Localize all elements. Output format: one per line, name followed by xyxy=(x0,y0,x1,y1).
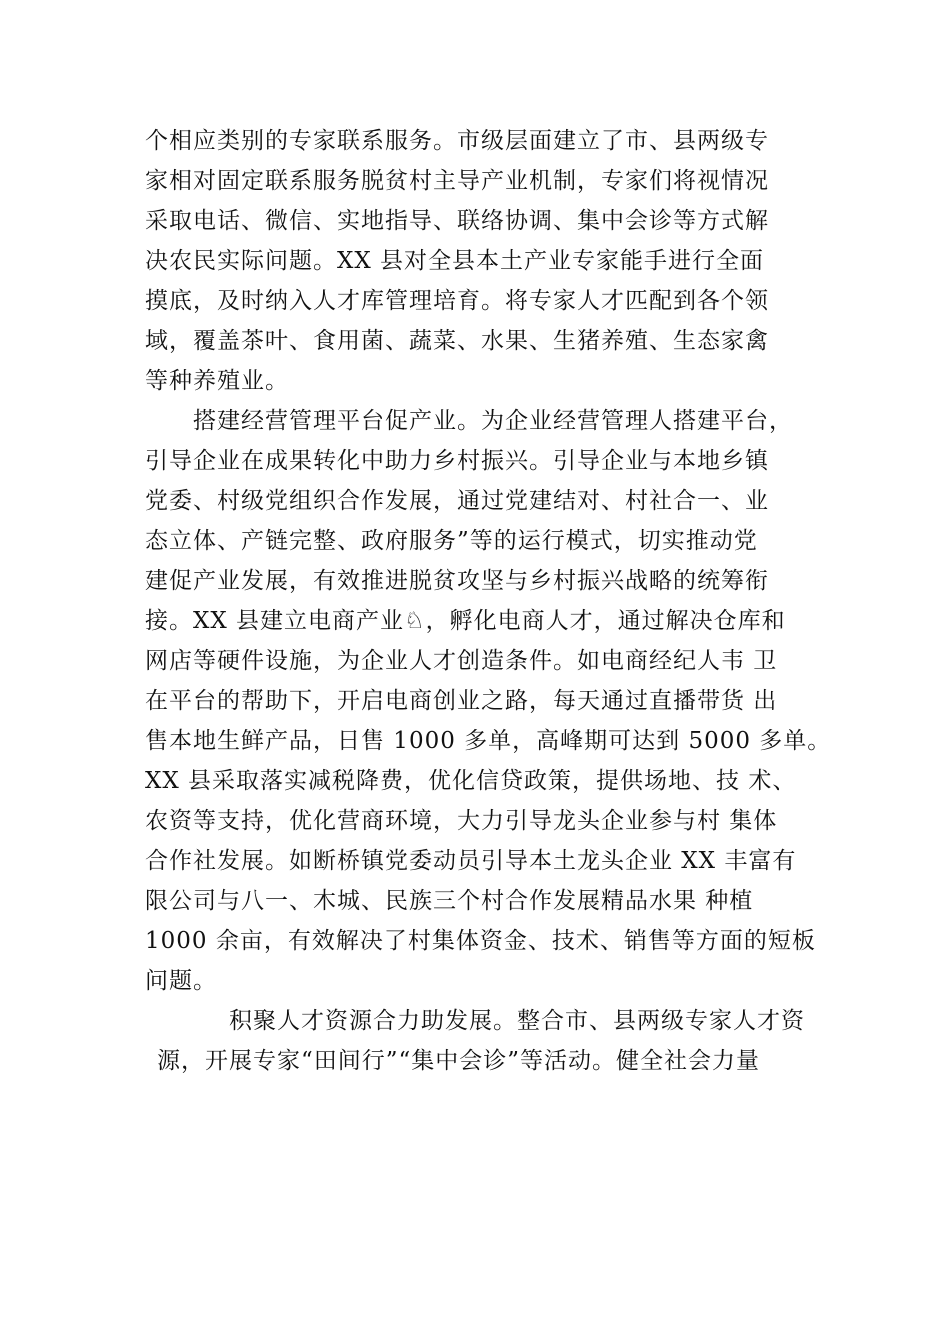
text-line: 等种养殖业。 xyxy=(145,368,289,394)
paragraph-heading-line: 积聚人才资源合力助发展。整合市、县两级专家人才资 xyxy=(229,1008,805,1034)
text-line: 售本地生鲜产品，日售 1000 多单，高峰期可达到 5000 多单。 xyxy=(145,728,832,754)
text-line: 家相对固定联系服务脱贫村主导产业机制，专家们将视情况 xyxy=(145,168,769,194)
text-line: XX 县采取落实减税降费，优化信贷政策，提供场地、技 术、 xyxy=(145,768,797,794)
text-line: 1000 余亩，有效解决了村集体资金、技术、销售等方面的短板 xyxy=(145,928,816,954)
text-line: 在平台的帮助下，开启电商创业之路，每天通过直播带货 出 xyxy=(145,688,778,714)
text-line: 决农民实际问题。XX 县对全县本土产业专家能手进行全面 xyxy=(145,248,765,274)
text-line: 限公司与八一、木城、民族三个村合作发展精品水果 种植 xyxy=(145,888,754,914)
text-line: 引导企业在成果转化中助力乡村振兴。引导企业与本地乡镇 xyxy=(145,448,769,474)
text-line: 问题。 xyxy=(145,968,217,994)
text-line: 个相应类别的专家联系服务。市级层面建立了市、县两级专 xyxy=(145,128,769,154)
text-line: 党委、村级党组织合作发展，通过党建结对、村社合一、业 xyxy=(145,488,769,514)
text-line: 合作社发展。如断桥镇党委动员引导本土龙头企业 XX 丰富有 xyxy=(145,848,797,874)
text-line: 建促产业发展，有效推进脱贫攻坚与乡村振兴战略的统筹衔 xyxy=(145,568,769,594)
text-line: 域，覆盖茶叶、食用菌、蔬菜、水果、生猪养殖、生态家禽 xyxy=(145,328,769,354)
text-line: 接。XX 县建立电商产业♘，孵化电商人才，通过解决仓库和 xyxy=(145,608,786,634)
text-line: 网店等硬件设施，为企业人才创造条件。如电商经纪人韦 卫 xyxy=(145,648,778,674)
text-line: 采取电话、微信、实地指导、联络协调、集中会诊等方式解 xyxy=(145,208,769,234)
text-line: 源，开展专家“田间行”“集中会诊”等活动。健全社会力量 xyxy=(157,1048,761,1074)
text-line: 摸底，及时纳入人才库管理培育。将专家人才匹配到各个领 xyxy=(145,288,769,314)
text-line: 态立体、产链完整、政府服务”等的运行模式，切实推动党 xyxy=(145,528,758,554)
text-line: 农资等支持，优化营商环境，大力引导龙头企业参与村 集体 xyxy=(145,808,778,834)
paragraph-heading-line: 搭建经营管理平台促产业。为企业经营管理人搭建平台， xyxy=(193,408,793,434)
